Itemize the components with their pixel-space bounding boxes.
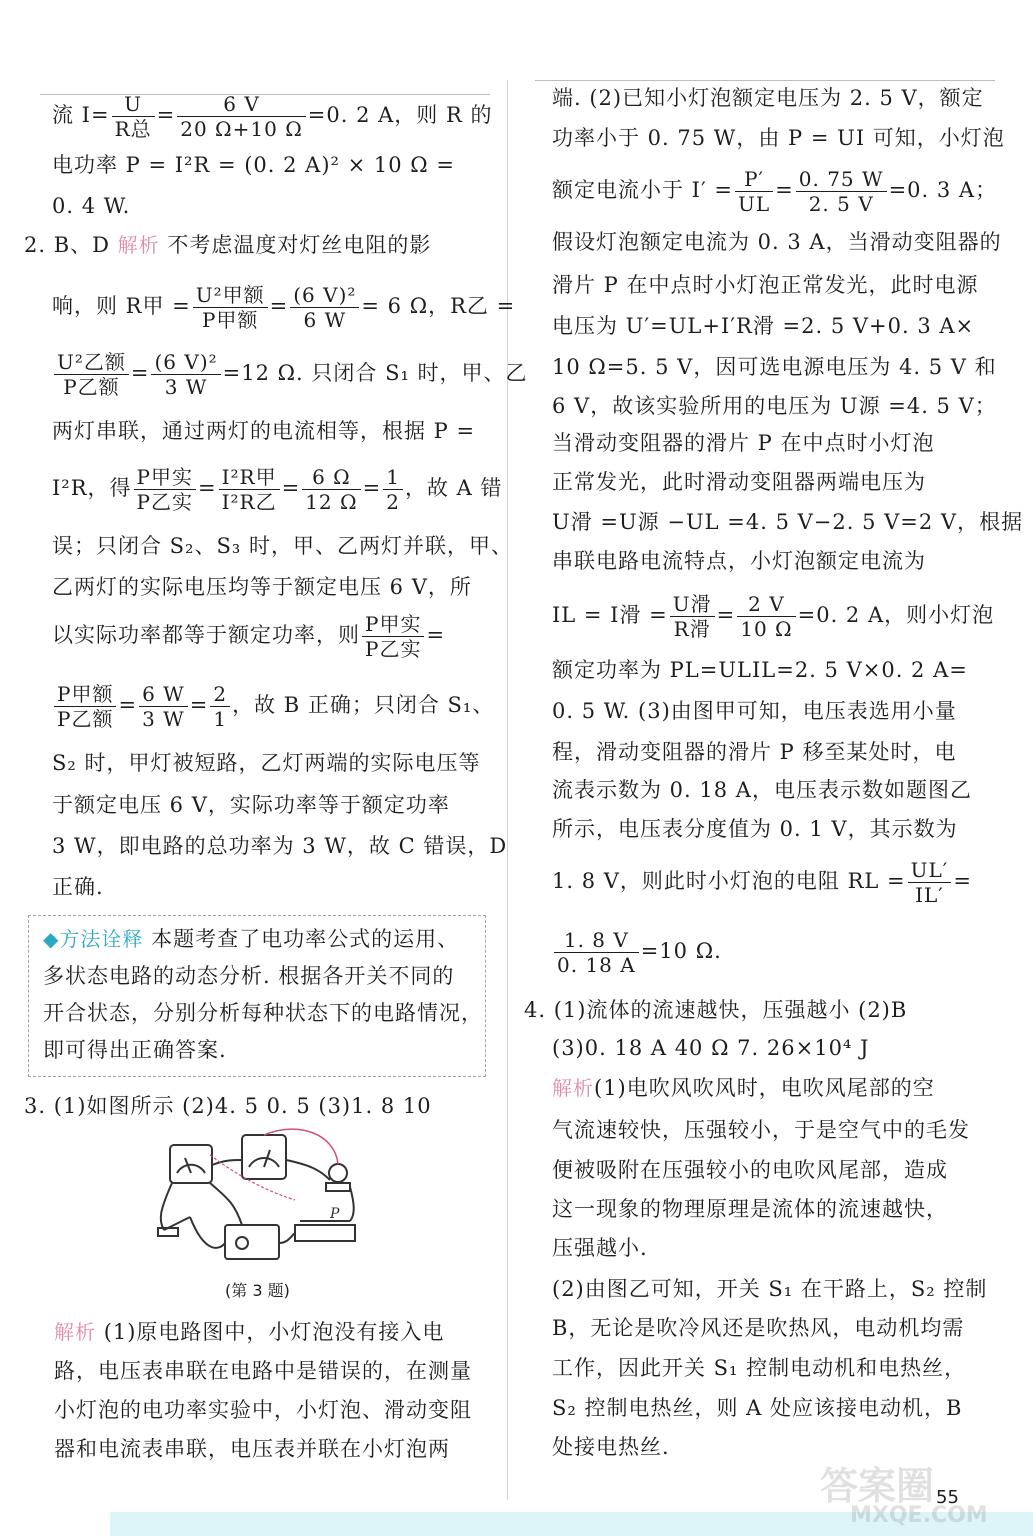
line: 正常发光，此时滑动变阻器两端电压为 [552, 470, 926, 494]
analysis-tag: 解析 [552, 1076, 594, 1100]
watermark-logo: 答案圈 MXQE.COM [820, 1464, 988, 1528]
line: 便被吸附在压强较小的电吹风尾部，造成 [552, 1158, 948, 1182]
line: 串联电路电流特点，小灯泡额定电流为 [552, 549, 926, 573]
line: (3)0. 18 A 40 Ω 7. 26×10⁴ J [552, 1036, 870, 1060]
line: $\frac{\text{P甲额}}{\text{P乙额}}$ = $\frac{6 W}{3 W}$ = $\frac{2}{1}$ ，故 B 正确；只闭合 S₁、 [52, 682, 494, 731]
line: 电功率 P = I²R = (0. 2 A)² × 10 Ω = [52, 153, 455, 177]
line: 3 W，即电路的总功率为 3 W，故 C 错误，D [52, 834, 508, 858]
line: 滑片 P 在中点时小灯泡正常发光，此时电源 [552, 273, 979, 297]
line: $\frac{\text{U²乙额}}{\text{P乙额}}$ = $\frac{\text{(6 V)²}}{3 W}$ =12 Ω. 只闭合 S₁ 时，甲、乙 [52, 350, 528, 399]
line: 压强越小. [552, 1236, 648, 1260]
line: IL = I滑 = $\frac{\text{U滑}}{\text{R滑}}$ = $\frac{2 V}{10 \Omega}$ =0. 2 A，则小灯泡 [552, 592, 995, 641]
q3-analysis: 解析 (1)原电路图中，小灯泡没有接入电 [54, 1320, 445, 1344]
line: 10 Ω=5. 5 V，因可选电源电压为 4. 5 V 和 [552, 355, 997, 379]
top-rule-right [535, 80, 995, 81]
line: 以实际功率都等于额定功率，则 $\frac{\text{P甲实}}{\text{P乙实}}$ = [52, 612, 446, 661]
q4-analysis: 解析(1)电吹风吹风时，电吹风尾部的空 [552, 1076, 935, 1100]
line: 1. 8 V，则此时小灯泡的电阻 RL = $\frac{UL'}{IL'}$ = [552, 858, 972, 907]
line: 处接电热丝. [552, 1435, 670, 1459]
line: 这一现象的物理原理是流体的流速越快， [552, 1197, 948, 1221]
line: 响，则 R甲 = $\frac{\text{U²甲额}}{\text{P甲额}}$ = $\frac{\text{(6 V)²}}{6 W}$ = 6 Ω，R乙 = [52, 283, 516, 332]
line: (2)由图乙可知，开关 S₁ 在干路上，S₂ 控制 [552, 1277, 988, 1301]
line: S₂ 时，甲灯被短路，乙灯两端的实际电压等 [52, 751, 481, 775]
line: 气流速较快，压强较小，于是空气中的毛发 [552, 1118, 970, 1142]
line: 6 V，故该实验所用的电压为 U源 =4. 5 V； [552, 394, 997, 418]
line: 开合状态，分别分析每种状态下的电路情况， [43, 1001, 483, 1025]
line: 多状态电路的动态分析. 根据各开关不同的 [43, 964, 455, 988]
rheostat-icon [295, 1225, 355, 1241]
rheostat-label-p: P [330, 1206, 340, 1222]
line: 工作，因此开关 S₁ 控制电动机和电热丝， [552, 1356, 967, 1380]
line: 小灯泡的电功率实验中，小灯泡、滑动变阻 [54, 1398, 472, 1422]
line: I²R，得 $\frac{\text{P甲实}}{\text{P乙实}}$ = $\frac{\text{I²R甲}}{\text{I²R乙}}$ = $\frac{6 \Omega}{12 \Omega}$ = $\frac{1}{2}$ ，故 A 错 [52, 465, 503, 514]
question-4: 4. (1)流体的流速越快，压强越小 (2)B [524, 998, 908, 1022]
line: $\frac{1. 8 V}{0. 18 A}$ =10 Ω. [552, 928, 722, 977]
method-tag: ◆方法诠释 [43, 927, 144, 951]
line: 所示，电压表分度值为 0. 1 V，其示数为 [552, 817, 958, 841]
line: 乙两灯的实际电压均等于额定电压 6 V，所 [52, 575, 472, 599]
line: 两灯串联，通过两灯的电流相等，根据 P = [52, 419, 476, 443]
line: S₂ 控制电热丝，则 A 处应该接电动机，B [552, 1396, 963, 1420]
line: 程，滑动变阻器的滑片 P 移至某处时，电 [552, 740, 957, 764]
figure-caption: (第 3 题) [225, 1281, 290, 1300]
line: 0. 5 W. (3)由图甲可知，电压表选用小量 [552, 699, 957, 723]
circuit-diagram [150, 1125, 380, 1270]
line: 流表示数为 0. 18 A，电压表示数如题图乙 [552, 778, 972, 802]
line: 即可得出正确答案. [43, 1038, 227, 1062]
line: ◆方法诠释 本题考查了电功率公式的运用、 [43, 927, 460, 951]
line: 当滑动变阻器的滑片 P 在中点时小灯泡 [552, 431, 935, 455]
line: B，无论是吹冷风还是吹热风，电动机均需 [552, 1316, 965, 1340]
line: 正确. [52, 875, 104, 899]
line: 流 I= $\frac{U}{\text{R总}}$ = $\frac{6 V}{20 \Omega+10 \Omega}$ =0. 2 A，则 R 的 [52, 92, 493, 141]
line: 额定功率为 PL=ULIL=2. 5 V×0. 2 A= [552, 658, 968, 682]
line: 额定电流小于 I′ = $\frac{P'}{UL}$ = $\frac{0. 75 W}{2. 5 V}$ =0. 3 A； [552, 167, 998, 216]
method-note-box [28, 915, 486, 1077]
line: 假设灯泡额定电流为 0. 3 A，当滑动变阻器的 [552, 230, 1002, 254]
analysis-tag: 解析 [117, 233, 160, 257]
power-supply-icon [225, 1225, 279, 1259]
question-2: 2. B、D 解析 不考虑温度对灯丝电阻的影 [24, 233, 432, 257]
bulb-icon [329, 1164, 347, 1182]
line: 误；只闭合 S₂、S₃ 时，甲、乙两灯并联，甲、 [52, 534, 513, 558]
line: 电压为 U′=UL+I′R滑 =2. 5 V+0. 3 A× [552, 314, 975, 338]
line: 0. 4 W. [52, 194, 131, 218]
question-3: 3. (1)如图所示 (2)4. 5 0. 5 (3)1. 8 10 [24, 1094, 432, 1118]
line: 器和电流表串联，电压表并联在小灯泡两 [54, 1437, 450, 1461]
line: 功率小于 0. 75 W，由 P = UI 可知，小灯泡 [552, 126, 1005, 150]
analysis-tag: 解析 [54, 1320, 96, 1344]
line: U滑 =U源 −UL =4. 5 V−2. 5 V=2 V，根据 [552, 510, 1024, 534]
line: 于额定电压 6 V，实际功率等于额定功率 [52, 793, 450, 817]
line: 路，电压表串联在电路中是错误的，在测量 [54, 1359, 472, 1383]
line: 端. (2)已知小灯泡额定电压为 2. 5 V，额定 [552, 86, 984, 110]
page-number: 55 [936, 1487, 959, 1508]
